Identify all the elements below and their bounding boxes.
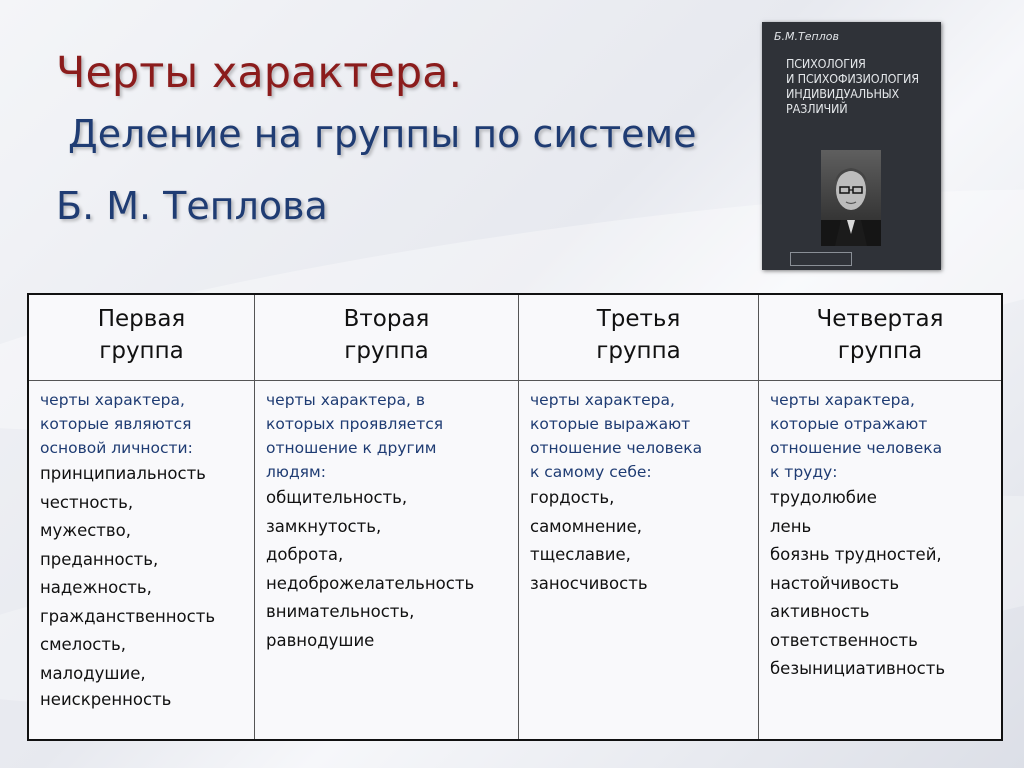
trait-list [770, 484, 1001, 684]
trait-item: недоброжелательность [266, 573, 475, 593]
group-description [530, 388, 758, 484]
book-title [786, 56, 936, 116]
column-header-3 [519, 295, 759, 381]
trait-item: общительность, [266, 488, 408, 507]
description-line: основой личности: [40, 439, 193, 457]
header-text: группа [837, 338, 923, 364]
description-line: к самому себе: [530, 463, 652, 481]
description-line: черты характера, в [266, 391, 425, 409]
trait-item: равнодушие [266, 630, 375, 650]
header-text: Вторая [343, 306, 430, 332]
column-header-4 [759, 295, 1001, 381]
trait-item: мужество, [40, 521, 131, 540]
trait-item: доброта, [266, 545, 344, 564]
trait-item: лень [770, 516, 812, 536]
trait-item: смелость, [40, 635, 126, 654]
trait-item: надежность, [40, 578, 152, 597]
trait-item: гордость, [530, 488, 615, 507]
column-header-2 [255, 295, 519, 381]
trait-item: принципиальность [40, 464, 206, 483]
header-text: Первая [97, 306, 186, 332]
header-text: группа [99, 338, 184, 364]
group-description [266, 388, 518, 484]
trait-item: трудолюбие [770, 488, 877, 507]
trait-item: честность, [40, 492, 134, 512]
description-line: к труду: [770, 463, 838, 481]
book-author: Б.М.Теплов [774, 30, 839, 43]
slide-title: Черты характера. [56, 48, 463, 98]
trait-item: боязнь трудностей, [770, 545, 942, 564]
description-line: людям: [266, 463, 326, 481]
column-body-3 [519, 381, 759, 739]
trait-list [530, 484, 758, 598]
group-description [770, 388, 1001, 484]
trait-item: неискренность [40, 690, 172, 709]
trait-item: внимательность, [266, 602, 415, 621]
header-text: Четвертая [816, 306, 944, 332]
trait-item: гражданственность [40, 606, 216, 626]
trait-list [40, 460, 254, 712]
description-line: черты характера, [770, 391, 915, 409]
trait-item: ответственность [770, 630, 918, 650]
book-title-line: ПСИХОЛОГИЯ [786, 56, 866, 71]
trait-item: активность [770, 602, 870, 621]
column-header-1 [29, 295, 255, 381]
trait-item: безынициативность [770, 659, 946, 678]
description-line: черты характера, [530, 391, 675, 409]
trait-item: преданность, [40, 549, 159, 569]
trait-item: замкнутость, [266, 516, 382, 536]
column-body-2 [255, 381, 519, 739]
column-body-1 [29, 381, 255, 739]
trait-item: малодушие, [40, 663, 146, 683]
description-line: которых проявляется [266, 415, 444, 433]
traits-table [27, 293, 1003, 741]
description-line: которые выражают [530, 415, 691, 433]
trait-item: заносчивость [530, 573, 648, 593]
header-text: Третья [596, 306, 681, 332]
header-text: группа [596, 338, 681, 364]
column-body-4 [759, 381, 1001, 739]
description-line: черты характера, [40, 391, 185, 409]
slide-subtitle-author: Б. М. Теплова [56, 184, 328, 228]
description-line: отношение человека [530, 439, 703, 457]
book-title-line: ИНДИВИДУАЛЬНЫХ [786, 86, 899, 101]
book-title-line: И ПСИХОФИЗИОЛОГИЯ [786, 71, 919, 86]
trait-item: тщеславие, [530, 545, 631, 564]
description-line: отношение к другим [266, 439, 437, 457]
description-line: отношение человека [770, 439, 943, 457]
author-portrait [821, 150, 881, 246]
description-line: которые отражают [770, 415, 928, 433]
header-text: группа [344, 338, 429, 364]
book-cover-image [762, 22, 941, 270]
trait-item: самомнение, [530, 516, 643, 536]
book-title-line: РАЗЛИЧИЙ [786, 101, 848, 116]
description-line: которые являются [40, 415, 192, 433]
trait-item: настойчивость [770, 573, 900, 593]
group-description [40, 388, 254, 460]
publisher-logo [790, 252, 852, 266]
slide-subtitle: Деление на группы по системе [68, 112, 697, 156]
trait-list [266, 484, 518, 655]
